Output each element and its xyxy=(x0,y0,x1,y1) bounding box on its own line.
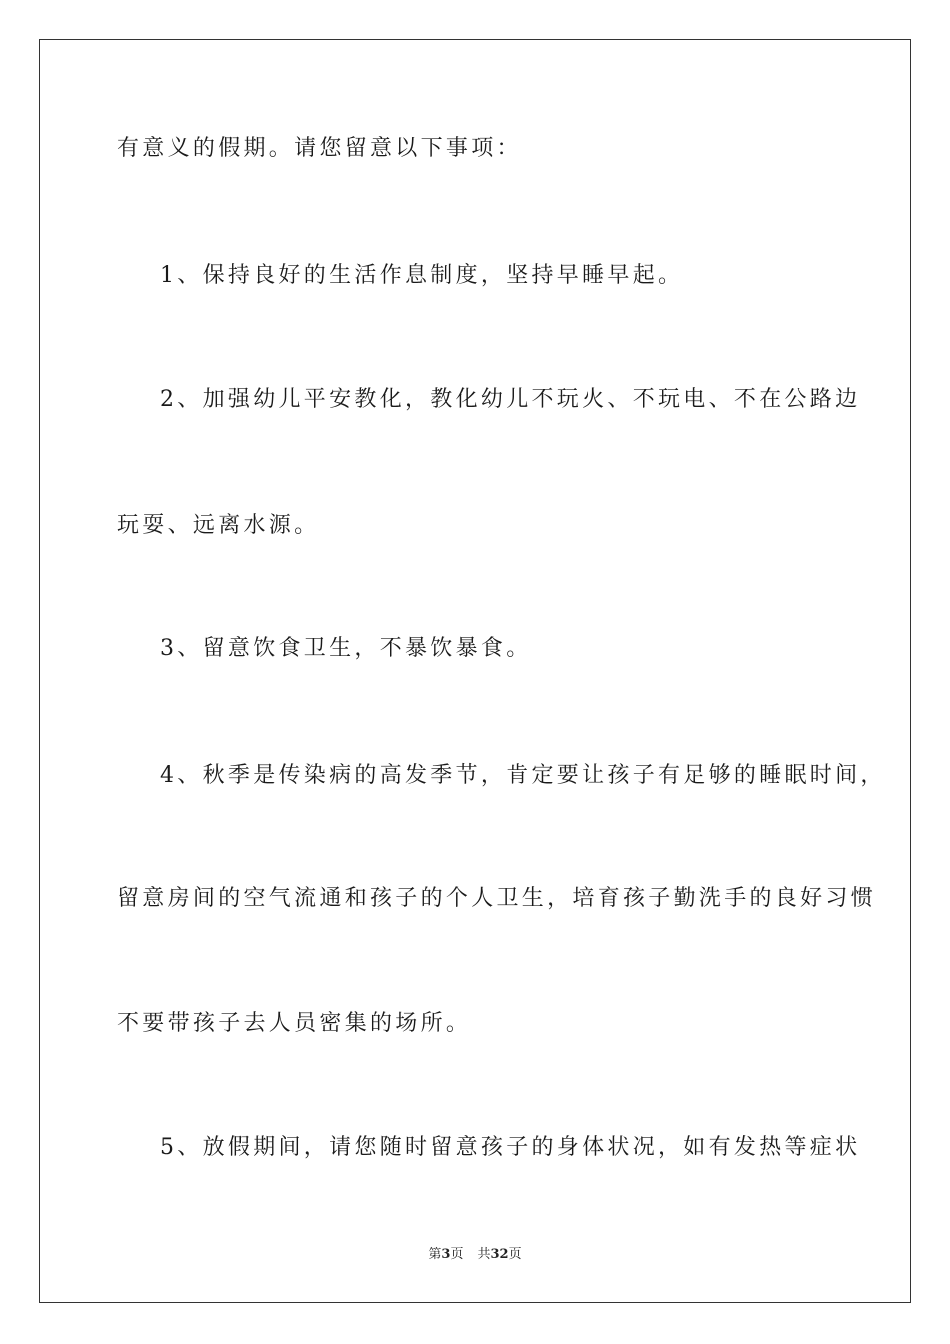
text-line-item-2: 2、加强幼儿平安教化，教化幼儿不玩火、不玩电、不在公路边 xyxy=(160,387,861,412)
footer-page-prefix: 第 xyxy=(428,1247,442,1262)
text-line-item-4-cont-1: 留意房间的空气流通和孩子的个人卫生，培育孩子勤洗手的良好习惯 xyxy=(117,886,877,911)
text-line-item-4-cont-2: 不要带孩子去人员密集的场所。 xyxy=(117,1011,472,1036)
text-line-item-3: 3、留意饮食卫生，不暴饮暴食。 xyxy=(160,636,532,661)
text-line-item-5: 5、放假期间，请您随时留意孩子的身体状况，如有发热等症状 xyxy=(160,1135,861,1160)
footer-page-suffix: 页 xyxy=(450,1247,464,1262)
footer-total-pages: 32 xyxy=(490,1247,509,1262)
page-footer xyxy=(0,1246,950,1264)
footer-page-number: 3 xyxy=(441,1247,451,1262)
text-line-item-2-cont: 玩耍、远离水源。 xyxy=(117,513,320,538)
footer-total-prefix: 共 xyxy=(477,1247,491,1262)
text-line-intro: 有意义的假期。请您留意以下事项： xyxy=(117,136,522,161)
footer-total-suffix: 页 xyxy=(508,1247,522,1262)
text-line-item-1: 1、保持良好的生活作息制度，坚持早睡早起。 xyxy=(160,263,684,288)
page-border xyxy=(39,39,911,1303)
text-line-item-4: 4、秋季是传染病的高发季节，肯定要让孩子有足够的睡眠时间， xyxy=(160,763,886,788)
